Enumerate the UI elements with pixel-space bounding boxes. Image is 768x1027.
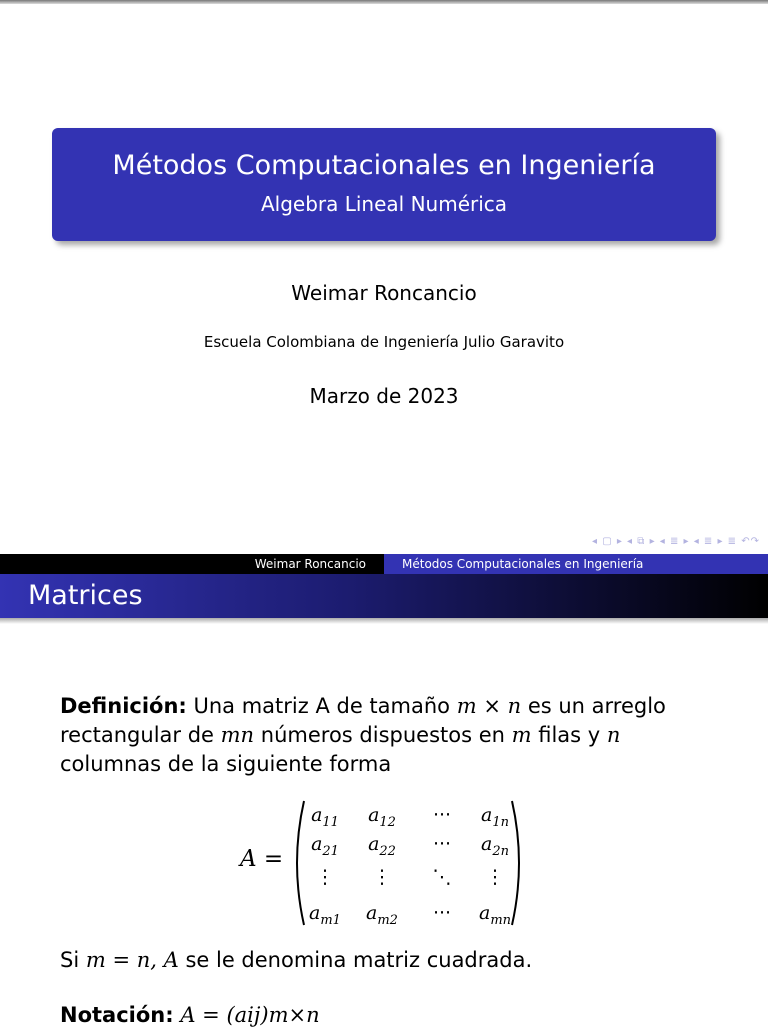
headline-author: Weimar Roncancio — [0, 554, 384, 574]
matrix-lhs: A = — [240, 846, 284, 872]
author-name: Weimar Roncancio — [291, 281, 477, 305]
definition-text: Una matriz A de tamaño — [193, 694, 451, 718]
definition-paragraph — [60, 692, 720, 779]
presentation-date: Marzo de 2023 — [309, 384, 459, 408]
matrix-entry: $a_{2n}$ — [481, 833, 509, 859]
math-m-equals-n: m = n, — [85, 948, 157, 972]
square-text: Si — [60, 948, 80, 972]
presentation-subtitle: Algebra Lineal Numérica — [260, 192, 508, 216]
matrix-entry: $a_{1n}$ — [481, 804, 509, 830]
matrix-entry: ⋮ — [315, 866, 335, 888]
math-m: m — [456, 694, 477, 718]
definition-text: columnas de la siguiente forma — [60, 752, 392, 776]
matrix-entry: ⋱ — [432, 866, 452, 888]
matrix-entry: $a_{mn}$ — [478, 902, 512, 928]
matrix-entry: $a_{12}$ — [368, 804, 396, 830]
notation-expression: A = (aij)m×n — [180, 1003, 320, 1027]
window-top-edge — [0, 0, 768, 4]
definition-text: números dispuestos en — [260, 723, 505, 747]
notation-label: Notación: — [60, 1003, 174, 1027]
definition-text: filas y — [538, 723, 601, 747]
matrix-entry: ··· — [432, 902, 452, 924]
math-n: n — [606, 723, 621, 747]
headline-title: Métodos Computacionales en Ingeniería — [384, 554, 768, 574]
definition-text: es un arreglo rectangular de — [60, 694, 666, 747]
math-mn: mn — [220, 723, 255, 747]
square-text: se le denomina matriz cuadrada. — [185, 948, 533, 972]
matrix-entry: ⋮ — [372, 866, 392, 888]
frame-title: Matrices — [0, 574, 768, 618]
matrix-entry: ··· — [432, 804, 452, 826]
presentation-title: Métodos Computacionales en Ingeniería — [112, 150, 656, 181]
title-block — [52, 128, 716, 241]
math-n: n — [507, 694, 522, 718]
matrix-entry: $a_{21}$ — [311, 833, 339, 859]
matrix-entry: $a_{m2}$ — [366, 902, 398, 928]
definition-label: Definición: — [60, 694, 187, 718]
matrix-display — [240, 798, 530, 928]
math-A: A — [163, 948, 179, 972]
institute-name: Escuela Colombiana de Ingeniería Julio Garavito — [203, 333, 565, 351]
matrix-entry: $a_{m1}$ — [309, 902, 341, 928]
matrix-entry: $a_{11}$ — [311, 804, 339, 830]
matrix-entry: ··· — [432, 833, 452, 855]
math-m: m — [511, 723, 532, 747]
frame-title-shadow — [0, 618, 768, 624]
times-symbol: × — [483, 694, 501, 718]
square-matrix-sentence — [60, 948, 532, 972]
notation-line — [60, 1003, 320, 1027]
beamer-navigation-icons[interactable]: ◂ ▢ ▸ ◂ ⧉ ▸ ◂ ≣ ▸ ◂ ≣ ▸ ≣ ↶↷ — [592, 536, 760, 547]
matrix-entry: $a_{22}$ — [368, 833, 396, 859]
matrix-entry: ⋮ — [485, 866, 505, 888]
